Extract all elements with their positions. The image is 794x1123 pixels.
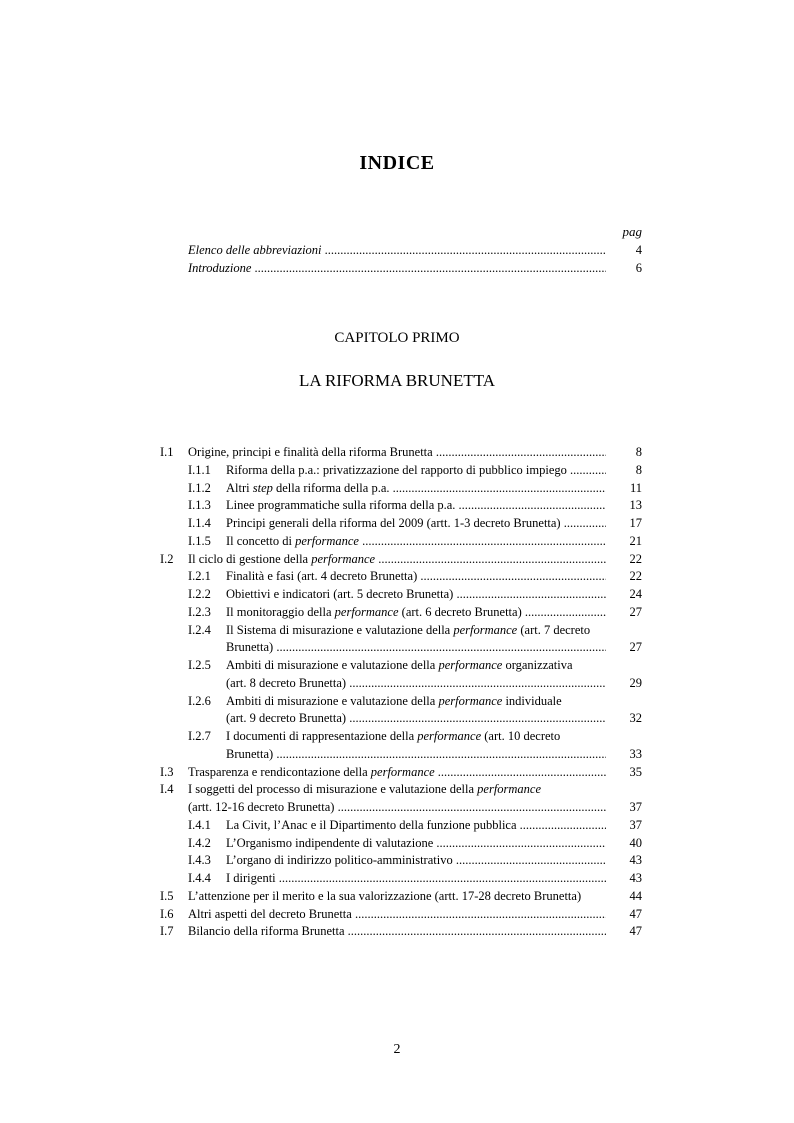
page-title: INDICE	[359, 152, 435, 174]
toc-front-entry[interactable]	[0, 241, 794, 259]
leader-dots	[273, 640, 606, 654]
toc-page-number: 11	[629, 480, 642, 495]
toc-entry[interactable]	[0, 514, 794, 532]
toc-page-number: 6	[635, 261, 642, 275]
text-run: organizzativa	[502, 658, 573, 672]
toc-entry-number: I.1	[160, 445, 174, 459]
toc-page-number: 40	[629, 835, 642, 850]
toc-entry-number: I.6	[160, 906, 174, 921]
page-column-label: pag	[622, 224, 642, 239]
leader-dots	[433, 445, 606, 459]
toc-page-number: 43	[629, 853, 642, 868]
toc-entry-title	[226, 727, 626, 745]
toc-entry-number: I.4	[160, 782, 174, 797]
text-run: della riforma della p.a.	[272, 480, 390, 495]
toc-entry-number: I.1.4	[188, 516, 211, 530]
toc-entry-number: I.1.5	[188, 533, 211, 548]
text-run: Linee programmatiche sulla riforma della p.a.	[226, 498, 456, 513]
text-run: Altri	[226, 480, 253, 495]
toc-entry-number: I.1.3	[188, 498, 211, 513]
leader-dots	[346, 676, 606, 690]
text-run: L’attenzione per il merito e la sua valorizzazione (artt. 17-28 decreto Brunetta)	[188, 888, 582, 903]
italic-text: performance	[311, 551, 376, 566]
toc-entry-title	[226, 851, 606, 869]
toc-entry-title	[188, 763, 606, 781]
leader-dots	[567, 463, 606, 477]
text-run: individuale	[502, 693, 562, 708]
toc-entry-number: I.2.1	[188, 569, 211, 584]
toc-page-number: 44	[629, 888, 642, 903]
toc-entry-title	[188, 241, 606, 259]
italic-text: performance	[334, 604, 399, 619]
toc-page-number: 24	[629, 587, 642, 601]
toc-entry-continuation[interactable]	[0, 798, 794, 816]
text-run: (art. 7 decreto	[517, 622, 591, 637]
text-run: (artt. 12-16 decreto Brunetta)	[188, 800, 335, 814]
toc-entry-number: I.1.2	[188, 480, 211, 495]
text-run: L’organo di indirizzo politico-amministrativo	[226, 853, 453, 868]
toc-entry-title	[226, 656, 626, 674]
text-run: Trasparenza e rendicontazione della	[188, 764, 371, 779]
text-run: (art. 8 decreto Brunetta)	[226, 675, 347, 690]
leader-dots	[375, 552, 606, 566]
toc-entry-number: I.3	[160, 764, 174, 779]
leader-dots	[435, 765, 606, 779]
leader-dots	[522, 605, 606, 619]
toc-page-number: 4	[635, 243, 642, 257]
text-run: Il ciclo di gestione della	[188, 551, 312, 566]
italic-text: performance	[295, 533, 359, 548]
toc-entry-number: I.4.4	[188, 871, 211, 885]
toc-entry[interactable]	[0, 905, 794, 923]
toc-entry[interactable]	[0, 621, 794, 639]
italic-text: performance	[417, 729, 482, 743]
leader-dots	[334, 800, 606, 814]
leader-dots	[346, 711, 606, 725]
toc-entry-number: I.4.2	[188, 835, 211, 850]
toc-entry[interactable]	[0, 922, 794, 940]
toc-entry[interactable]	[0, 851, 794, 869]
toc-page-number: 21	[629, 533, 642, 548]
text-run: I documenti di rappresentazione della	[226, 729, 418, 743]
toc-entry-number: I.5	[160, 888, 174, 903]
text-run: (art. 10 decreto	[481, 729, 561, 743]
toc-entry-number: I.7	[160, 924, 174, 939]
toc-entry[interactable]	[0, 869, 794, 887]
toc-entry-continuation[interactable]	[0, 638, 794, 656]
leader-dots	[417, 569, 606, 583]
text-run: I soggetti del processo di misurazione e valutazione della	[188, 782, 478, 797]
italic-text: performance	[438, 658, 503, 672]
text-run: I dirigenti	[226, 871, 276, 885]
text-run: Principi generali della riforma del 2009 (artt. 1-3 decreto Brunetta)	[226, 516, 561, 530]
italic-text: performance	[438, 693, 503, 708]
toc-entry[interactable]	[0, 692, 794, 710]
toc-entry-title	[226, 621, 626, 639]
text-run: (art. 9 decreto Brunetta)	[226, 711, 347, 726]
text-run: Ambiti di misurazione e valutazione della	[226, 658, 439, 672]
toc-entry[interactable]	[0, 532, 794, 550]
toc-entry-title	[188, 905, 606, 923]
toc-entry[interactable]	[0, 443, 794, 461]
toc-entry-number: I.4.3	[188, 853, 211, 868]
toc-entry[interactable]	[0, 550, 794, 568]
toc-entry-title	[226, 816, 606, 834]
toc-page-number: 37	[629, 817, 642, 832]
toc-entry[interactable]	[0, 816, 794, 834]
text-run: Il Sistema di misurazione e valutazione della	[226, 622, 454, 637]
italic-text: performance	[453, 622, 518, 637]
toc-entry[interactable]	[0, 780, 794, 798]
toc-page-number: 17	[629, 516, 642, 530]
toc-entry[interactable]	[0, 479, 794, 497]
italic-text: performance	[370, 764, 435, 779]
toc-page-number: 22	[629, 569, 642, 584]
text-run: (art. 6 decreto Brunetta)	[398, 604, 522, 619]
text-run: Origine, principi e finalità della riforma Brunetta	[188, 445, 433, 459]
leader-dots	[517, 818, 606, 832]
toc-entry-title	[226, 834, 606, 852]
toc-entry[interactable]	[0, 887, 794, 905]
leader-dots	[433, 836, 606, 850]
toc-entry[interactable]	[0, 496, 794, 514]
toc-entry[interactable]	[0, 834, 794, 852]
toc-page-number: 8	[635, 445, 642, 459]
toc-entry[interactable]	[0, 763, 794, 781]
leader-dots	[359, 534, 606, 548]
toc-entry-number: I.2	[160, 551, 174, 566]
leader-dots	[322, 243, 606, 257]
toc-page-number: 27	[629, 604, 642, 619]
leader-dots	[453, 587, 606, 601]
toc-page-number: 33	[629, 746, 642, 761]
toc-front-entry[interactable]	[0, 259, 794, 277]
text-run: Il monitoraggio della	[226, 604, 335, 619]
text-run: Brunetta)	[226, 640, 274, 655]
toc-page-number: 22	[629, 551, 642, 566]
leader-dots	[251, 261, 606, 275]
toc-entry-title	[226, 674, 606, 692]
toc-entry-number: I.1.1	[188, 462, 211, 477]
leader-dots	[453, 853, 606, 867]
toc-entry-title	[226, 638, 606, 656]
toc-entry-title	[226, 514, 606, 532]
text-run: Obiettivi e indicatori (art. 5 decreto Brunetta)	[226, 587, 454, 601]
toc-page-number: 35	[629, 764, 642, 779]
toc-entry[interactable]	[0, 567, 794, 585]
toc-page-number: 29	[629, 675, 642, 690]
page-number: 2	[393, 1042, 401, 1057]
leader-dots	[561, 516, 606, 530]
text-run: L’Organismo indipendente di valutazione	[226, 835, 434, 850]
leader-dots	[390, 481, 607, 495]
toc-page-number: 43	[629, 871, 642, 885]
toc-entry-title	[188, 780, 588, 798]
toc-entry-continuation[interactable]	[0, 709, 794, 727]
toc-entry[interactable]	[0, 727, 794, 745]
toc-entry-number: I.2.4	[188, 622, 211, 637]
text-run: Elenco delle abbreviazioni	[188, 243, 322, 257]
toc-entry-title	[226, 869, 606, 887]
leader-dots	[455, 498, 606, 512]
italic-text: performance	[477, 782, 542, 797]
toc-entry-number: I.2.6	[188, 693, 211, 708]
toc-entry-title	[188, 259, 606, 277]
toc-page-number: 27	[629, 640, 642, 655]
toc-page-number: 47	[629, 906, 642, 921]
text-run: Finalità e fasi (art. 4 decreto Brunetta)	[226, 569, 418, 584]
text-run: Altri aspetti del decreto Brunetta	[188, 906, 352, 921]
toc-page-number: 8	[635, 462, 642, 477]
toc-entry-title	[226, 479, 606, 497]
toc-entry[interactable]	[0, 461, 794, 479]
text-run: Ambiti di misurazione e valutazione della	[226, 693, 439, 708]
toc-entry-number: I.4.1	[188, 817, 211, 832]
toc-entry-continuation[interactable]	[0, 674, 794, 692]
text-run: Bilancio della riforma Brunetta	[188, 924, 345, 939]
toc-entry-title	[188, 887, 618, 905]
toc-entry-title	[188, 798, 606, 816]
leader-dots	[273, 747, 606, 761]
toc-entry-title	[226, 745, 606, 763]
text-run: Il concetto di	[226, 533, 296, 548]
text-run: La Civit, l’Anac e il Dipartimento della funzione pubblica	[226, 817, 517, 832]
toc-page-number: 32	[629, 711, 642, 726]
toc-entry[interactable]	[0, 603, 794, 621]
toc-entry-title	[226, 603, 606, 621]
toc-entry[interactable]	[0, 585, 794, 603]
leader-dots	[276, 871, 606, 885]
toc-entry-title	[226, 532, 606, 550]
toc-entry-number: I.2.7	[188, 729, 211, 743]
leader-dots	[352, 907, 606, 921]
toc-entry-title	[188, 922, 606, 940]
toc-entry-title	[226, 567, 606, 585]
toc-entry-number: I.2.2	[188, 587, 211, 601]
toc-entry-title	[226, 709, 606, 727]
toc-entry-title	[188, 550, 606, 568]
chapter-title: LA RIFORMA BRUNETTA	[298, 371, 496, 390]
text-run: Riforma della p.a.: privatizzazione del rapporto di pubblico impiego	[226, 462, 567, 477]
toc-entry-title	[188, 443, 606, 461]
toc-entry-continuation[interactable]	[0, 745, 794, 763]
toc-page-number: 47	[629, 924, 642, 939]
toc-entry-number: I.2.3	[188, 604, 211, 619]
italic-text: step	[252, 480, 273, 495]
toc-page-number: 37	[629, 800, 642, 814]
toc-page-number: 13	[629, 498, 642, 513]
toc-entry-number: I.2.5	[188, 658, 211, 672]
text-run: Introduzione	[188, 261, 252, 275]
text-run: Brunetta)	[226, 746, 274, 761]
chapter-label: CAPITOLO PRIMO	[334, 330, 460, 346]
toc-entry[interactable]	[0, 656, 794, 674]
toc-entry-title	[226, 692, 626, 710]
toc-entry-title	[226, 585, 606, 603]
toc-entry-title	[226, 461, 606, 479]
leader-dots	[345, 924, 606, 938]
toc-entry-title	[226, 496, 606, 514]
